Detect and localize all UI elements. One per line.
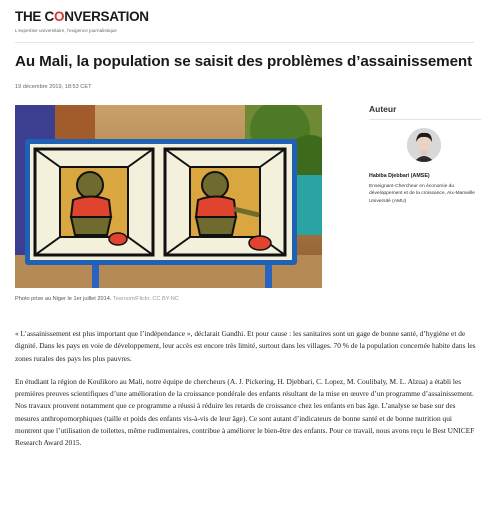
- article-title: Au Mali, la population se saisit des problèmes d’assainissement: [15, 53, 473, 70]
- author-avatar[interactable]: [407, 128, 441, 162]
- article-body: [15, 328, 477, 461]
- logo-highlight-o: O: [54, 8, 65, 24]
- author-portrait-icon: [407, 128, 441, 162]
- logo-prefix: THE C: [15, 8, 55, 24]
- header-divider: [15, 42, 474, 43]
- author-role: Enseignant-Chercheur en économie du développement et de la croissance, Aix-Marseille Université (AMU): [369, 184, 476, 204]
- photo-caption-text: Photo prise au Niger le 1er juillet 2014.: [15, 296, 112, 302]
- article-photo[interactable]: [15, 105, 322, 288]
- article-date: 19 décembre 2019, 18:53 CET: [15, 84, 92, 90]
- author-name-link[interactable]: Habiba Djebbari (AMSE): [369, 173, 430, 179]
- masthead: [15, 8, 149, 33]
- photo-credit-link[interactable]: Tearoom/Flickr, CC BY-NC: [112, 296, 179, 302]
- author-heading: Auteur: [369, 104, 481, 120]
- article-paragraph: En étudiant la région de Koulikoro au Mali, notre équipe de chercheurs (A. J. Pickering, H. Djebbari, C. Lopez, M. Coulibaly, M. L. Alzua) a établi les premières preuves scientifiques d’une amélioration de la croissance pondérale des enfants résultant de la mise en œuvre d’un programme d’assainissement. Nos travaux prouvent notamment que ce programme a réussi à réduire les retards de croissance chez les enfants en bas âge. L’analyse se base sur des mesures anthropomorphiques (taille et poids des enfants vis-à-vis de leur âge). Ce sont autant d’indicateurs de bonne santé et de bonne nutrition qui montrent que l’utilisation de toilettes, même rudimentaires, contribue à améliorer le bien-être des enfants. Pour ce travail, nous avons reçu le Best UNICEF Research Award 2015.: [15, 376, 475, 448]
- photo-caption: [15, 296, 179, 302]
- site-tagline: L'expertise universitaire, l'exigence journalistique: [15, 28, 117, 33]
- latrine-sign-illustration: [15, 105, 322, 288]
- site-logo[interactable]: [15, 8, 149, 24]
- author-sidebar: [369, 104, 481, 205]
- article-paragraph: « L’assainissement est plus important que l’indépendance », déclarait Gandhi. Et pour cause : les sanitaires sont un gage de bonne santé, d’hygiène et de dignité. Dans les pays en voie de développement, leur accès est encore très limité, surtout dans les villages. 70 % de la population concernée habite dans les zones rurales des pays les plus pauvres.: [15, 329, 476, 363]
- logo-suffix: NVERSATION: [64, 8, 149, 24]
